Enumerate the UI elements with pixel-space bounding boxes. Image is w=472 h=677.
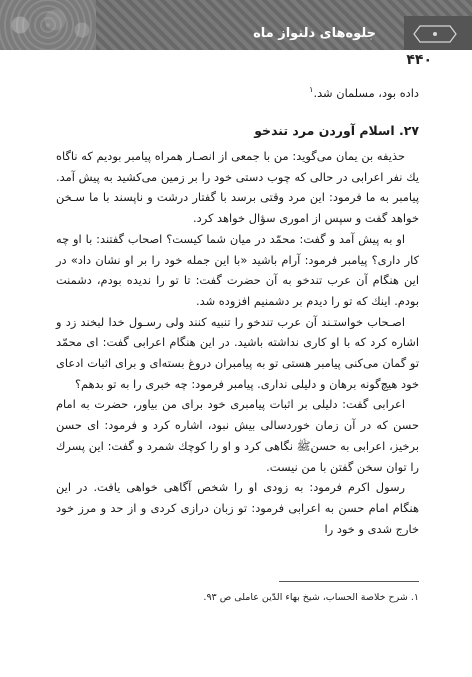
paragraph: اصـحاب خواستـند آن عرب تندخو را تنبیه کنند ولی رسـول خدا لبخند زد و اشاره کرد که با او کاری نداشته باشید. در این هنگام اعرابی گفت: ای محمّد تو گمان می‌کنی پیامبر هستی تو به پیامبران دروغ بسته‌ای و برای اثبات ادعای خود هیچ‌گونه برهان و دلیلی نداری. پیامبر فرمود: چه خبری را به تو بدهم؟ <box>56 314 419 391</box>
title-badge-icon <box>412 24 458 44</box>
paragraph: اعرابی گفت: دلیلی بر اثبات پیامبری خود برای من بیاور، حضرت به امام حسن که در آن زمان خوردسالی بیش نبود، اشاره کرد و فرمود: ای حسن برخیز، اعرابی به حسنﷺ نگاهی کرد و او را کوچك شمرد و گفت: این پسرك را توان سخن گفتن با من نیست. <box>56 397 419 474</box>
book-title: جلوه‌های دلنواز ماه <box>253 26 376 41</box>
page-header <box>0 0 472 50</box>
section-body <box>56 146 419 539</box>
section-heading: ۲۷. اسلام آوردن مرد تندخو <box>254 123 419 138</box>
page-number: ۴۴۰ <box>406 52 432 68</box>
paragraph: حذیفه بن یمان می‌گوید: من با جمعی از انصـار همراه پیامبر بودیم که ناگاه یك نفر اعرابی در حالی که چوب دستی خود را بر زمین می‌کشید به پیش آمد. پیامبر به ما فرمود: این مرد وقتی برسد با گفتار درشت و ناپسند با ما سـخن خواهد گفت و سپس از اموری سؤال خواهد کرد. <box>56 149 419 226</box>
footnote-mark: ۱ <box>309 85 314 95</box>
footnote: ۱. شرح خلاصة الحساب، شیخ بهاء الدّین عاملی ص ۹۳. <box>203 592 419 603</box>
paragraph: رسول اکرم فرمود: به زودی او را شخص آگاهی خواهی یافت. در این هنگام امام حسن به اعرابی فرمود: تو زبان درازی کردی و از حد و مرز خود خارج شدی و خود را <box>56 480 419 536</box>
header-ornament <box>0 0 96 50</box>
footnote-divider <box>279 581 419 582</box>
paragraph: او به پیش آمد و گفت: محمّد در میان شما کیست؟ اصحاب گفتند: با او چه کار داری؟ پیامبر فرمود: آرام باشید «با این جمله خود را بر او نشان داد» در این هنگام آن عرب تندخو به آن حضرت گفت: تا تو را ندیده بودم، دشمنت بودم. اینك که تو را دیدم بر دشمنیم افزوده شد. <box>56 231 419 308</box>
intro-line <box>56 83 419 104</box>
intro-text: داده بود، مسلمان شد. <box>313 86 419 100</box>
